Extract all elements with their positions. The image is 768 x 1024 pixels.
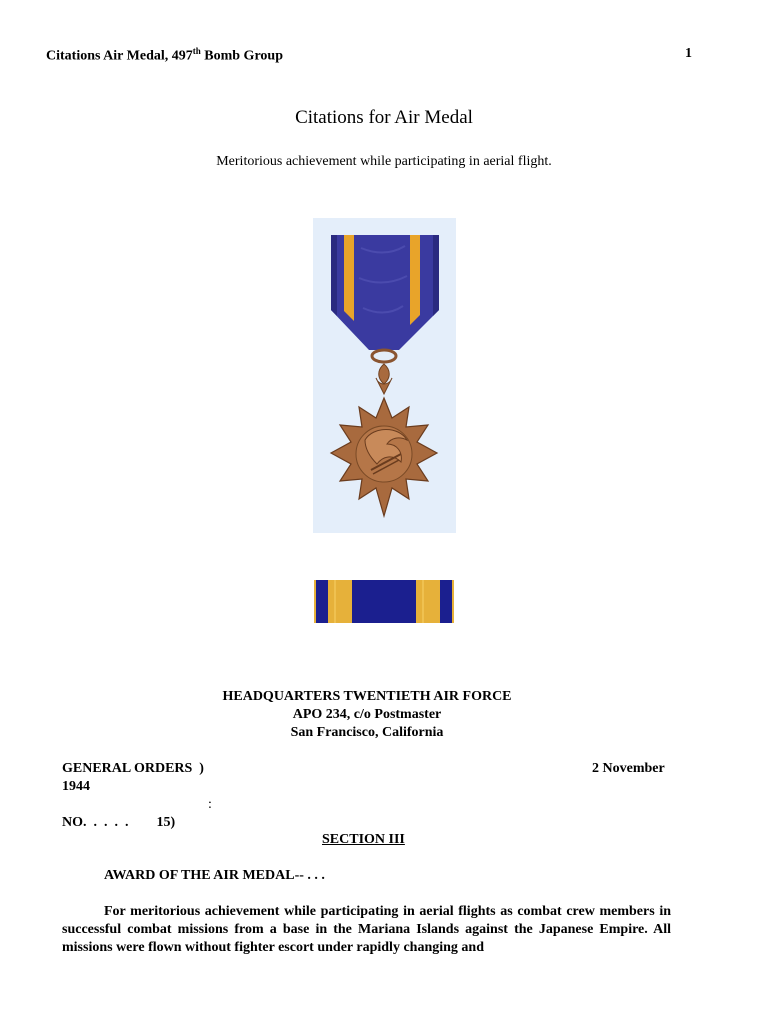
page-number: 1 [685, 46, 692, 61]
hq-line-2: APO 234, c/o Postmaster [292, 707, 442, 722]
general-orders-label: GENERAL ORDERS ) [62, 761, 204, 776]
running-title-text: Citations Air Medal, 497 [46, 48, 193, 64]
award-heading: AWARD OF THE AIR MEDAL-- . . . [104, 868, 325, 883]
hq-line-1: HEADQUARTERS TWENTIETH AIR FORCE [222, 689, 512, 704]
air-medal-illustration [313, 218, 456, 533]
ribbon-bar-illustration [314, 580, 454, 623]
running-header-title [46, 46, 283, 65]
page-title: Citations for Air Medal [295, 107, 473, 128]
body-paragraph: For meritorious achievement while participating in aerial flights as combat crew members in successful combat missions from a base in the Mariana Islands against the Japanese Empire. All missions were flown without fighter escort under rapidly changing and [62, 904, 671, 955]
air-medal-image [313, 218, 456, 533]
page-subtitle: Meritorious achievement while participating in aerial flight. [216, 154, 552, 169]
order-number: NO. . . . . 15) [62, 815, 176, 830]
order-date: 2 November [592, 761, 665, 776]
running-title-suffix: Bomb Group [200, 48, 283, 64]
running-title-superscript: th [192, 46, 201, 56]
order-year: 1944 [62, 779, 90, 794]
section-heading: SECTION III [322, 832, 405, 847]
order-colon: : [208, 797, 212, 812]
ribbon-bar-image [314, 580, 454, 623]
hq-line-3: San Francisco, California [290, 725, 444, 740]
